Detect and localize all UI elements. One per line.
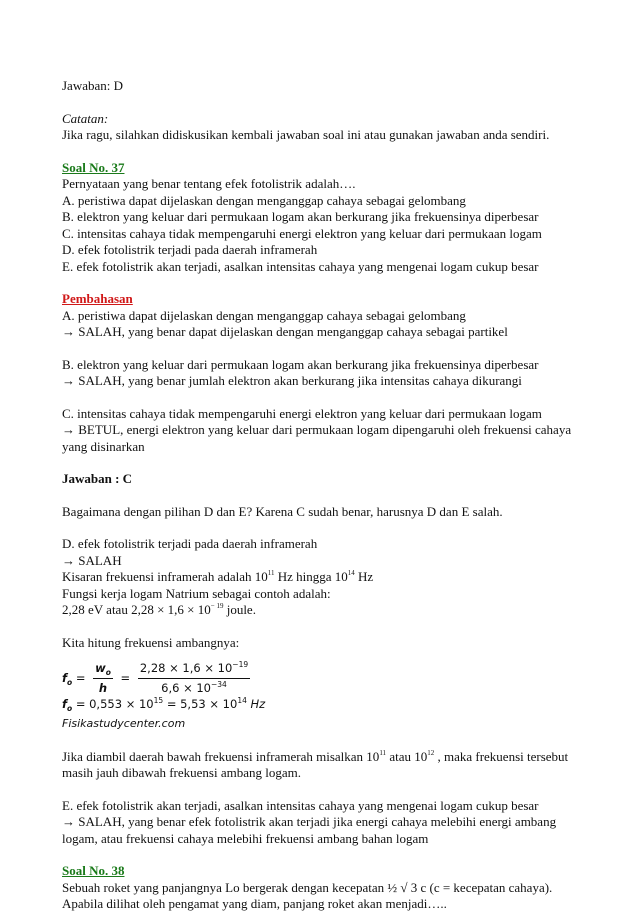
work-function-value: 2,28 eV atau $2,28 \times 1,6 \times 10^{- 19}$ joule. (62, 602, 256, 617)
question-37-option-e: E. efek fotolistrik akan terjadi, asalkan intensitas cahaya yang mengenai logam cukup besar (62, 258, 539, 274)
discussion-e-verdict-line1: → SALAH, yang benar efek fotolistrik akan terjadi jika energi cahaya melebihi energi ambang (62, 814, 557, 829)
work-function-intro: Fungsi kerja logam Natrium sebagai contoh adalah: (62, 585, 331, 601)
question-38-heading: Soal No. 38 (62, 863, 125, 878)
formula-row-1: $f_o$ = $\frac{w_o}{h}$ = $\frac{2,28 \times 1,6 \times 10^{-19}}{6,6 \times 10^{-34}}$ (62, 660, 249, 695)
discussion-c-verdict-line2: yang disinarkan (62, 438, 145, 454)
question-37-stem: Pernyataan yang benar tentang efek fotolistrik adalah…. (62, 176, 356, 191)
question-37-option-b: B. elektron yang keluar dari permukaan logam akan berkurang jika frekuensinya diperbesar (62, 209, 539, 224)
document-body (62, 78, 582, 913)
question-37-heading: Soal No. 37 (62, 159, 125, 175)
answer-previous: Jawaban: D (62, 78, 124, 93)
infrared-lower-line2: masih jauh dibawah frekuensi ambang logam. (62, 765, 301, 780)
answer-label: Jawaban : C (62, 471, 133, 486)
discussion-a-verdict: → SALAH, yang benar dapat dijelaskan dengan menganggap cahaya sebagai partikel (62, 324, 508, 339)
infrared-lower-line1: Jika diambil daerah bawah frekuensi inframerah misalkan $10^{11}$ atau $10^{12}$ , maka frekuensi tersebut (62, 748, 569, 764)
discussion-c-verdict-line1: → BETUL, energi elektron yang keluar dari permukaan logam dipengaruhi oleh frekuensi cahaya (62, 422, 572, 437)
note-label-text: Catatan (62, 110, 104, 126)
question-38-line1: Sebuah roket yang panjangnya Lo bergerak dengan kecepatan ½ √ 3 c (c = kecepatan cahaya). (62, 879, 553, 895)
discussion-b-verdict: → SALAH, yang benar jumlah elektron akan berkurang jika intensitas cahaya dikurangi (62, 373, 522, 388)
discussion-a-statement: A. peristiwa dapat dijelaskan dengan menganggap cahaya sebagai gelombang (62, 307, 466, 323)
formula-image (62, 660, 582, 733)
question-37-option-c: C. intensitas cahaya tidak mempengaruhi energi elektron yang keluar dari permukaan logam (62, 225, 542, 241)
threshold-intro: Kita hitung frekuensi ambangnya: (62, 634, 240, 650)
note-text: Jika ragu, silahkan didiskusikan kembali jawaban soal ini atau gunakan jawaban anda sendiri. (62, 127, 550, 142)
discussion-e-statement: E. efek fotolistrik akan terjadi, asalkan intensitas cahaya yang mengenai logam cukup besar (62, 797, 539, 813)
question-37-option-d: D. efek fotolistrik terjadi pada daerah inframerah (62, 242, 318, 257)
formula-credit: Fisikastudycenter.com (62, 717, 186, 730)
question-37-option-a: A. peristiwa dapat dijelaskan dengan menganggap cahaya sebagai gelombang (62, 192, 466, 208)
de-question: Bagaimana dengan pilihan D dan E? Karena C sudah benar, harusnya D dan E salah. (62, 503, 503, 519)
discussion-heading: Pembahasan (62, 291, 133, 306)
discussion-d-verdict: → SALAH (62, 552, 122, 568)
discussion-d-statement: D. efek fotolistrik terjadi pada daerah inframerah (62, 536, 318, 551)
formula-row-2: $f_o$ = $0,553 \times 10^{15} = 5,53 \times 10^{14}$ Hz (62, 695, 266, 713)
discussion-e-verdict-line2: logam, atau frekuensi cahaya melebihi frekuensi ambang bahan logam (62, 830, 429, 846)
discussion-b-statement: B. elektron yang keluar dari permukaan logam akan berkurang jika frekuensinya diperbesar (62, 356, 539, 372)
infrared-range: Kisaran frekuensi inframerah adalah $10^{11}$ Hz hingga $10^{14}$ Hz (62, 569, 374, 584)
discussion-c-statement: C. intensitas cahaya tidak mempengaruhi energi elektron yang keluar dari permukaan logam (62, 405, 542, 421)
question-38-line2: Apabila dilihat oleh pengamat yang diam, panjang roket akan menjadi….. (62, 896, 447, 911)
note-label: Catatan: (62, 110, 109, 126)
